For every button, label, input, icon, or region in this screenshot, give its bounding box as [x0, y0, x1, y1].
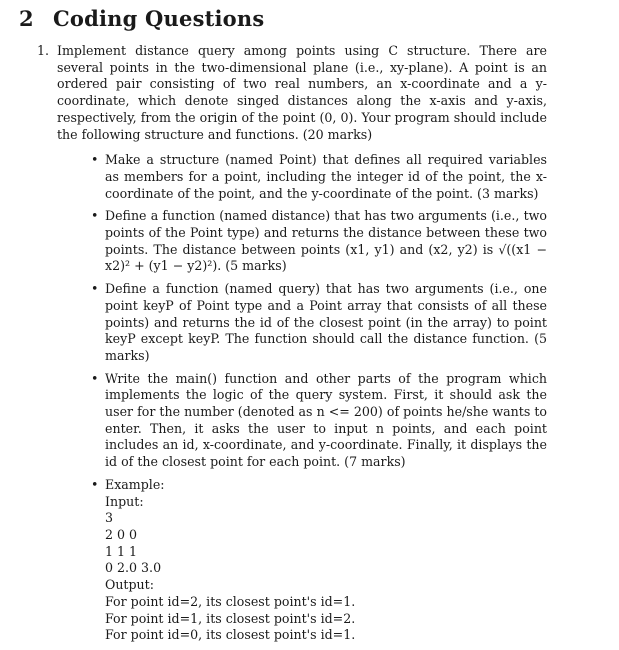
input-line: 2 0 0	[105, 526, 138, 542]
input-line: 0 2.0 3.0	[105, 560, 162, 576]
requirements-list	[57, 152, 547, 644]
input-line: 1 1 1	[105, 543, 138, 559]
section-number: 2	[19, 6, 34, 31]
question-intro: Implement distance query among points using C structure. There are several points in the two-dimensional plane (i.e., xy-plane). A point is an ordered pair consisting of two real numbers, an x-coordinate and a y-coordinate, which denote singed distances along the x-axis and y-axis, respectively, from the origin of the point (0, 0). Your program should include the following structure and functions. (20 marks)	[57, 43, 547, 142]
output-line: For point id=0, its closest point's id=1.	[105, 627, 356, 643]
requirement-distance: • Define a function (named distance) that has two arguments (i.e., two points of the Point type) and returns the distance between these two points. The distance between points (x1, y1) and (x2, y2) is √((x1 − x2)² + (y1 − y2)²). (5 marks)	[105, 208, 547, 275]
output-line: For point id=2, its closest point's id=1.	[105, 593, 356, 609]
output-line: For point id=1, its closest point's id=2.	[105, 610, 356, 626]
section-title: Coding Questions	[53, 6, 265, 31]
requirement-query: • Define a function (named query) that has two arguments (i.e., one point keyP of Point type and a Point array that consists of all these points) and returns the id of the closest point (in the array) to point keyP except keyP. The function should call the distance function. (5 marks)	[105, 281, 547, 365]
requirement-structure: • Make a structure (named Point) that defines all required variables as members for a point, including the integer id of the point, the x-coordinate of the point, and the y-coordinate of the point. (3 marks)	[105, 152, 547, 202]
question-number: 1.	[37, 43, 50, 58]
input-label: Input:	[105, 493, 144, 509]
section-heading	[19, 6, 264, 31]
example-label: • Example:	[105, 476, 165, 492]
output-label: Output:	[105, 577, 154, 593]
requirement-main: • Write the main() function and other parts of the program which implements the logic of the query system. First, it should ask the user for the number (denoted as n <= 200) of points he/she wants to enter. Then, it asks the user to input n points, and each point includes an id, x-coordinate, and y-coordinate. Finally, it displays the id of the closest point for each point. (7 marks)	[105, 371, 547, 471]
question-1	[37, 43, 547, 650]
input-line: 3	[105, 510, 114, 526]
example-item	[105, 477, 547, 644]
